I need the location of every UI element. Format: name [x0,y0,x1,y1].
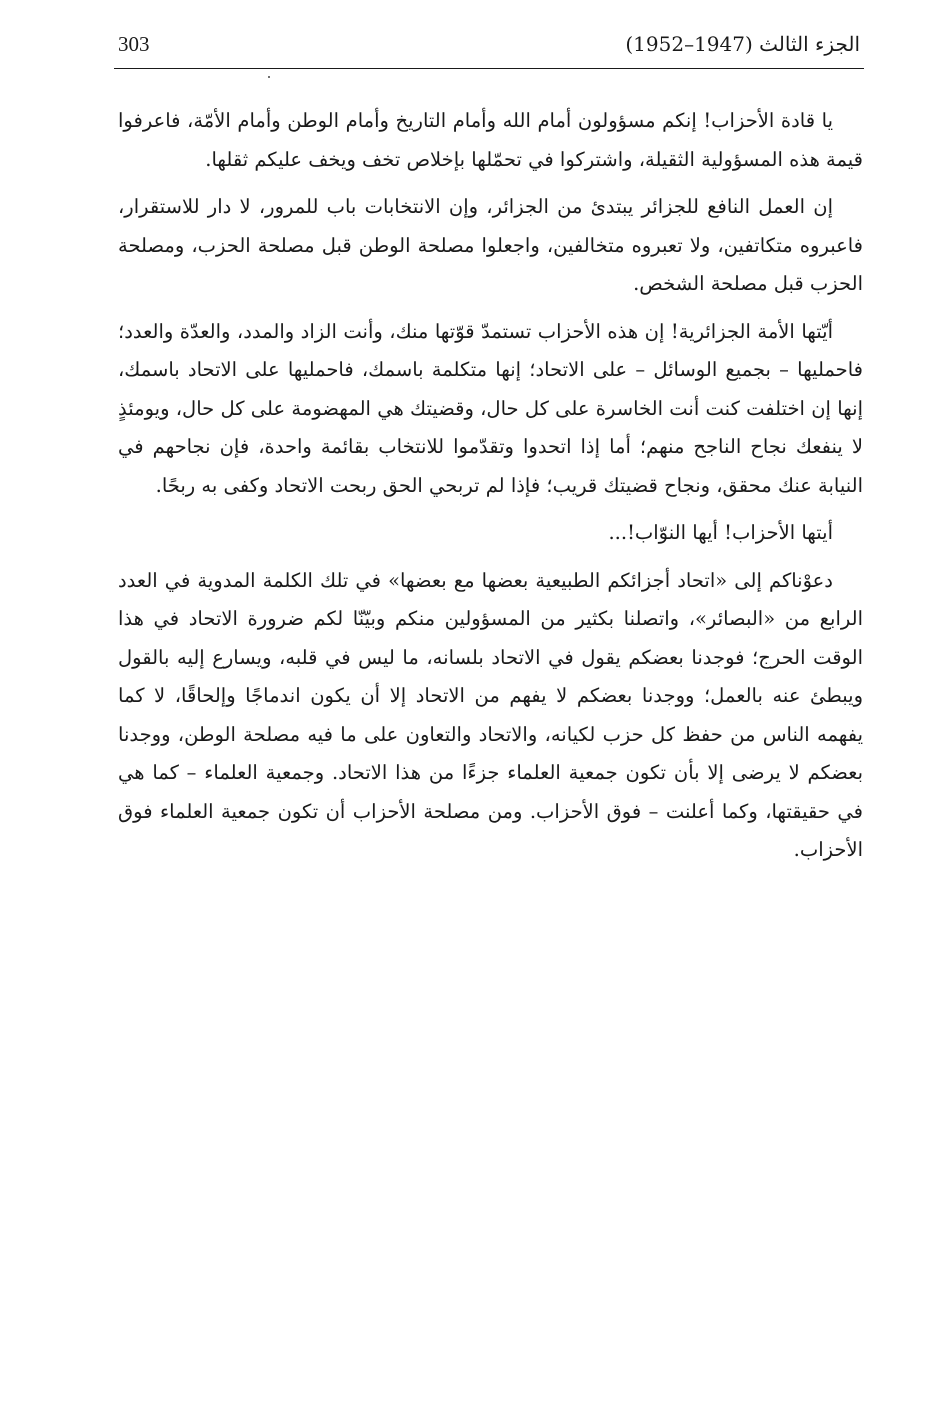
running-title: الجزء الثالث (1947–1952) [625,32,860,56]
body-text [118,102,863,879]
scan-speck [268,76,270,78]
paragraph-appeal-party-leaders: يا قادة الأحزاب! إنكم مسؤولون أمام الله وأمام التاريخ وأمام الوطن وأمام الأمّة، فاعرفوا قيمة هذه المسؤولية الثقيلة، واشتركوا في تحمّلها بإخلاص تخف ويخف عليكم ثقلها. [118,109,863,171]
paragraph-elections: إن العمل النافع للجزائر يبتدئ من الجزائر، وإن الانتخابات باب للمرور، لا دار للاستقرار، فاعبروه متكاتفين، ولا تعبروه متخالفين، واجعلوا مصلحة الوطن قبل مصلحة الحزب، ومصلحة الحزب قبل مصلحة الشخص. [118,195,863,295]
page-header [118,30,860,64]
page-number: 303 [118,32,150,56]
paragraph-call-for-unity: دعوْناكم إلى «اتحاد أجزائكم الطبيعية بعضها مع بعضها» في تلك الكلمة المدوية في العدد الرابع من «البصائر»، واتصلنا بكثير من المسؤولين منكم وبيّنّا لكم ضرورة الاتحاد في هذا الوقت الحرج؛ فوجدنا بعضكم يقول في الاتحاد بلسانه، ما ليس في قلبه، ويسارع إليه بالقول ويبطئ عنه بالعمل؛ ووجدنا بعضكم لا يفهم من الاتحاد إلا أن يكون اندماجًا وإلحاقًا، لا كما يفهمه الناس من حفظ كل حزب لكيانه، والاتحاد والتعاون على ما فيه مصلحة الوطن، ووجدنا بعضكم لا يرضى إلا بأن تكون جمعية العلماء جزءًا من هذا الاتحاد. وجمعية العلماء – كما هي في حقيقتها، وكما أعلنت – فوق الأحزاب. ومن مصلحة الأحزاب أن تكون جمعية العلماء فوق الأحزاب. [118,568,863,861]
paragraph-appeal-nation: أيّتها الأمة الجزائرية! إن هذه الأحزاب تستمدّ قوّتها منك، وأنت الزاد والمدد، والعدّة والعدد؛ فاحمليها – بجميع الوسائل – على الاتحاد؛ إنها متكلمة باسمك، فاحمليها على الاتحاد باسمك، إنها إن اختلفت كنت أنت الخاسرة على كل حال، وقضيتك هي المهضومة على كل حال، ويومئذٍ لا ينفعك نجاح الناجح منهم؛ أما إذا اتحدوا وتقدّموا للانتخاب بقائمة واحدة، فإن نجاحهم في النيابة عنك محقق، ونجاح قضيتك قريب؛ فإذا لم تربحي الحق ربحت الاتحاد وكفى به ربحًا. [118,319,863,497]
header-rule [114,68,864,69]
paragraph-appeal-parties-deputies: أيتها الأحزاب! أيها النوّاب!... [608,521,833,544]
